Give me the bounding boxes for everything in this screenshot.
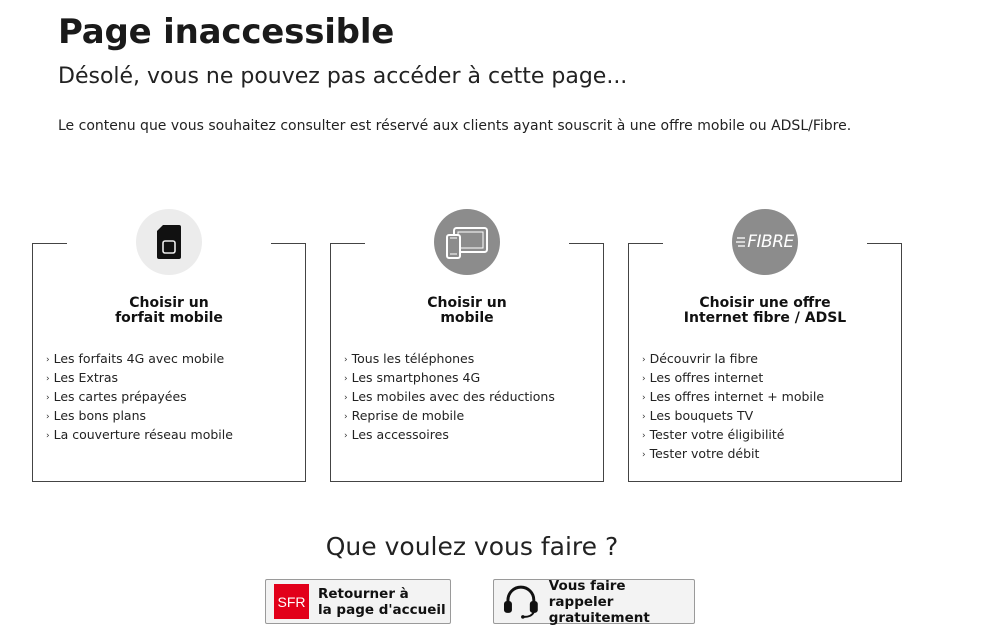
list-item[interactable] — [642, 407, 824, 426]
arrow-right-icon: › — [46, 431, 50, 441]
page-title: Page inaccessible — [58, 12, 395, 52]
link-label[interactable]: Les bons plans — [53, 408, 147, 423]
list-item[interactable] — [46, 350, 233, 369]
card-heading-line2: Internet fibre / ADSL — [683, 310, 847, 326]
arrow-right-icon: › — [344, 374, 348, 384]
list-item[interactable] — [46, 407, 233, 426]
link-label[interactable]: Les smartphones 4G — [351, 370, 481, 385]
card-heading-line1: Choisir un — [129, 295, 209, 311]
link-label[interactable]: La couverture réseau mobile — [53, 427, 233, 442]
arrow-right-icon: › — [642, 412, 646, 422]
card-border-left — [330, 243, 365, 244]
list-item[interactable] — [642, 369, 824, 388]
card-forfait-mobile — [32, 243, 306, 482]
callback-button[interactable] — [493, 579, 695, 624]
devices-icon — [434, 209, 500, 275]
list-item[interactable] — [642, 388, 824, 407]
home-button-line2[interactable]: la page d'accueil — [318, 601, 446, 618]
arrow-right-icon: › — [344, 412, 348, 422]
fibre-logo-text: FIBRE — [747, 232, 794, 252]
arrow-right-icon: › — [46, 412, 50, 422]
arrow-right-icon: › — [46, 374, 50, 384]
list-item[interactable] — [344, 350, 555, 369]
fibre-icon — [732, 209, 798, 275]
link-label[interactable]: Les offres internet — [649, 370, 764, 385]
sfr-logo — [274, 584, 309, 619]
card-border-right — [569, 243, 604, 244]
card-heading-line2: mobile — [440, 310, 494, 326]
home-button-label[interactable] — [318, 586, 446, 618]
link-label[interactable]: Les cartes prépayées — [53, 389, 187, 404]
page-subtitle: Désolé, vous ne pouvez pas accéder à cette page... — [58, 64, 628, 89]
callback-button-line1[interactable]: Vous faire rappeler — [548, 577, 626, 610]
list-item[interactable] — [642, 426, 824, 445]
list-item[interactable] — [46, 388, 233, 407]
arrow-right-icon: › — [642, 393, 646, 403]
link-list — [642, 350, 824, 464]
card-mobile — [330, 243, 604, 482]
card-border-left — [628, 243, 663, 244]
card-border-right — [271, 243, 306, 244]
list-item[interactable] — [46, 426, 233, 445]
headset-icon — [502, 585, 540, 619]
arrow-right-icon: › — [642, 374, 646, 384]
link-label[interactable]: Découvrir la fibre — [649, 351, 758, 366]
card-heading — [629, 296, 901, 326]
card-heading-line1: Choisir une offre — [699, 295, 831, 311]
link-label[interactable]: Tester votre éligibilité — [649, 427, 785, 442]
arrow-right-icon: › — [46, 393, 50, 403]
link-label[interactable]: Les accessoires — [351, 427, 449, 442]
home-button-line1[interactable]: Retourner à — [318, 585, 409, 602]
list-item[interactable] — [344, 388, 555, 407]
list-item[interactable] — [344, 426, 555, 445]
intro-text: Le contenu que vous souhaitez consulter est réservé aux clients ayant souscrit à une offre mobile ou ADSL/Fibre. — [58, 118, 852, 134]
arrow-right-icon: › — [642, 431, 646, 441]
arrow-right-icon: › — [344, 393, 348, 403]
sfr-logo-text: SFR — [277, 593, 306, 610]
link-list — [46, 350, 233, 445]
card-heading — [33, 296, 305, 326]
link-list — [344, 350, 555, 445]
card-heading-line2: forfait mobile — [115, 310, 223, 326]
list-item[interactable] — [642, 350, 824, 369]
list-item[interactable] — [344, 407, 555, 426]
link-label[interactable]: Tous les téléphones — [351, 351, 475, 366]
list-item[interactable] — [344, 369, 555, 388]
callback-button-label[interactable] — [549, 578, 694, 626]
card-border-right — [867, 243, 902, 244]
card-heading — [331, 296, 603, 326]
sim-card-icon — [136, 209, 202, 275]
link-label[interactable]: Reprise de mobile — [351, 408, 465, 423]
arrow-right-icon: › — [344, 431, 348, 441]
list-item[interactable] — [46, 369, 233, 388]
list-item[interactable] — [642, 445, 824, 464]
arrow-right-icon: › — [46, 355, 50, 365]
callback-button-line2[interactable]: gratuitement — [548, 609, 650, 626]
home-button[interactable] — [265, 579, 451, 624]
question-heading: Que voulez vous faire ? — [325, 532, 619, 561]
card-heading-line1: Choisir un — [427, 295, 507, 311]
link-label[interactable]: Tester votre débit — [649, 446, 760, 461]
arrow-right-icon: › — [642, 450, 646, 460]
card-border-left — [32, 243, 67, 244]
link-label[interactable]: Les offres internet + mobile — [649, 389, 825, 404]
link-label[interactable]: Les mobiles avec des réductions — [351, 389, 555, 404]
arrow-right-icon: › — [642, 355, 646, 365]
card-internet-fibre — [628, 232, 902, 482]
link-label[interactable]: Les bouquets TV — [649, 408, 754, 423]
link-label[interactable]: Les Extras — [53, 370, 119, 385]
link-label[interactable]: Les forfaits 4G avec mobile — [53, 351, 225, 366]
arrow-right-icon: › — [344, 355, 348, 365]
